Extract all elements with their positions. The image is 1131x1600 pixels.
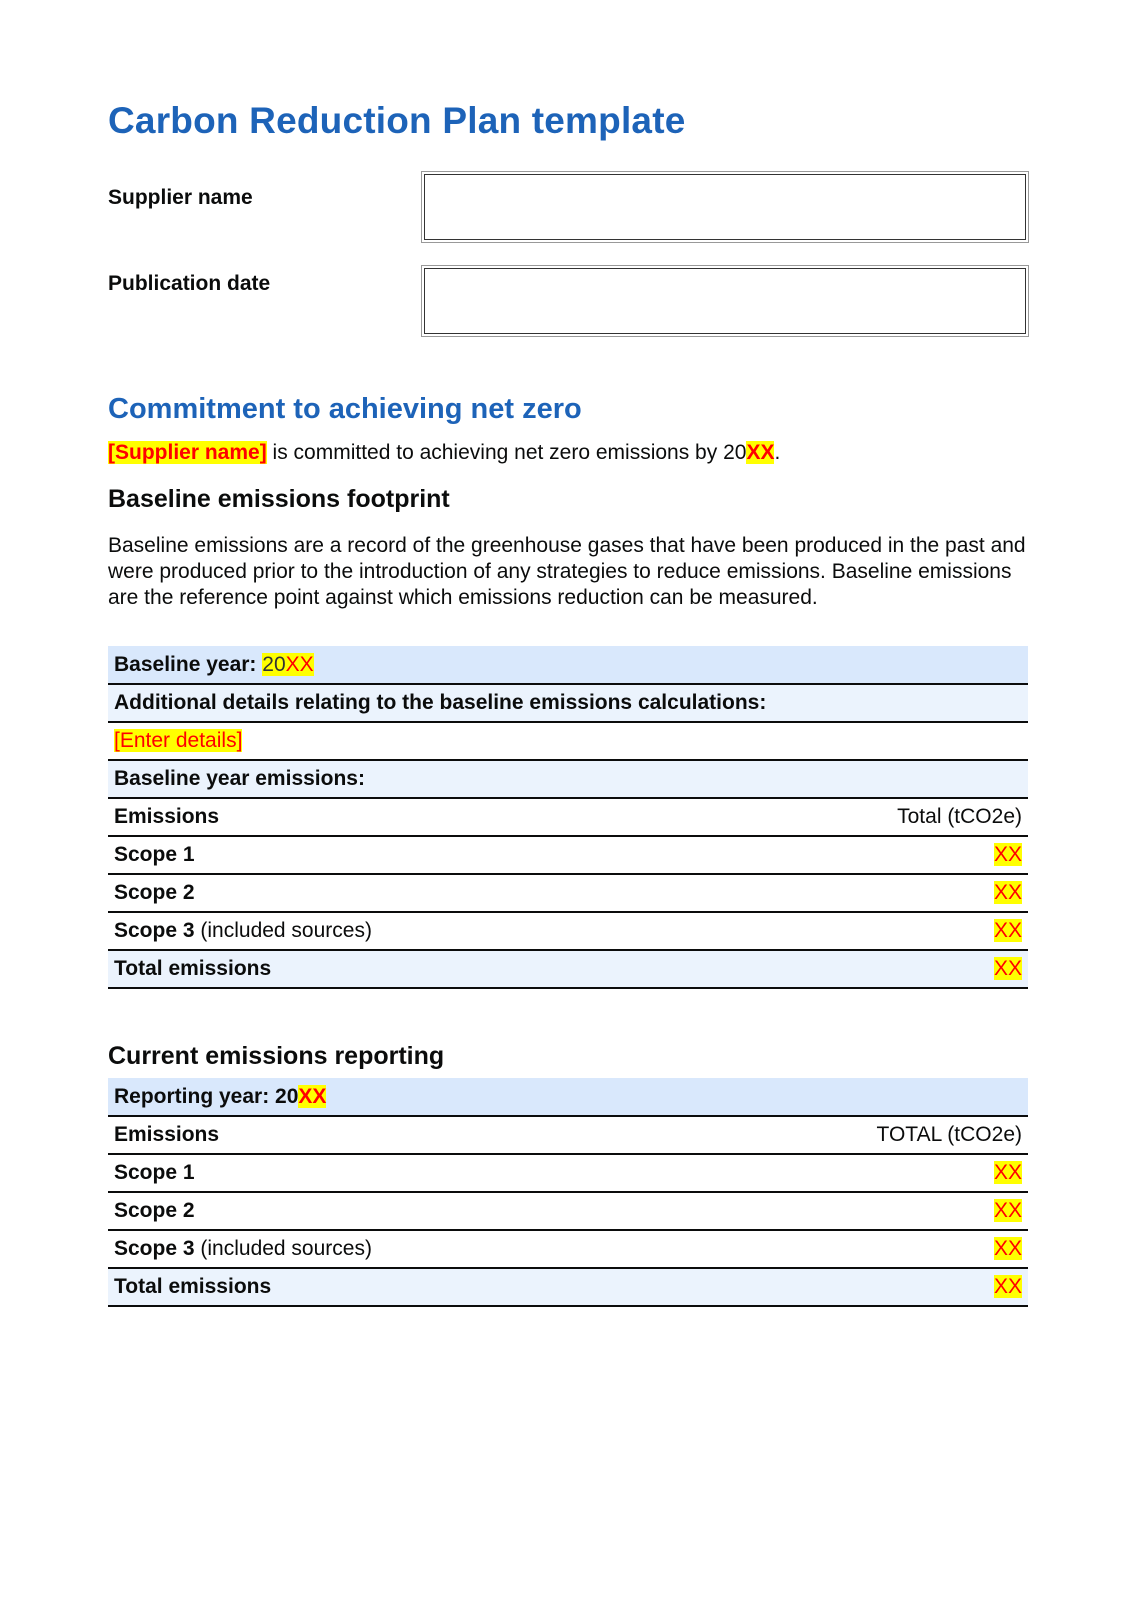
commitment-year-prefix: 20 bbox=[723, 441, 747, 464]
scope-note: (included sources) bbox=[194, 919, 372, 942]
total-row bbox=[108, 1268, 1028, 1306]
baseline-year-prefix: 20 bbox=[262, 652, 286, 676]
table-header-row bbox=[108, 1116, 1028, 1154]
scope-label: Scope 1 bbox=[114, 843, 195, 866]
scope-value[interactable]: XX bbox=[993, 1237, 1022, 1260]
commitment-heading: Commitment to achieving net zero bbox=[108, 393, 582, 425]
column-header-total: Total (tCO2e) bbox=[718, 798, 1028, 836]
table-row bbox=[108, 836, 1028, 874]
baseline-year-row bbox=[108, 646, 1028, 684]
page-title: Carbon Reduction Plan template bbox=[108, 100, 686, 141]
supplier-name-label: Supplier name bbox=[108, 186, 253, 209]
scope-value[interactable]: XX bbox=[993, 1199, 1022, 1222]
scope-value[interactable]: XX bbox=[993, 1161, 1022, 1184]
column-header-emissions: Emissions bbox=[108, 798, 718, 836]
table-row bbox=[108, 1192, 1028, 1230]
supplier-name-placeholder: [Supplier name] bbox=[108, 441, 267, 464]
baseline-heading: Baseline emissions footprint bbox=[108, 485, 450, 513]
table-header-row bbox=[108, 798, 1028, 836]
baseline-details-row bbox=[108, 684, 1028, 722]
scope-value[interactable]: XX bbox=[993, 843, 1022, 866]
table-row bbox=[108, 874, 1028, 912]
scope-note: (included sources) bbox=[194, 1237, 372, 1260]
scope-label: Scope 3 bbox=[114, 1237, 195, 1260]
scope-value[interactable]: XX bbox=[993, 919, 1022, 942]
reporting-year-placeholder: XX bbox=[298, 1084, 327, 1108]
baseline-year-placeholder: XX bbox=[285, 652, 314, 676]
baseline-emissions-label: Baseline year emissions: bbox=[108, 760, 1028, 798]
reporting-year-label: Reporting year: bbox=[114, 1084, 276, 1108]
baseline-year-label: Baseline year: bbox=[114, 652, 257, 676]
total-value[interactable]: XX bbox=[993, 1275, 1022, 1298]
baseline-description: Baseline emissions are a record of the greenhouse gases that have been produced in the past and were produced prior to the introduction of any strategies to reduce emissions. Baseline emissions are the reference point against which emissions reduction can be measured. bbox=[108, 534, 1026, 609]
table-row bbox=[108, 1230, 1028, 1268]
commitment-period: . bbox=[774, 441, 781, 464]
commitment-text: is committed to achieving net zero emissions by bbox=[266, 441, 724, 464]
scope-label: Scope 1 bbox=[114, 1161, 195, 1184]
table-row bbox=[108, 1154, 1028, 1192]
baseline-emissions-label-row bbox=[108, 760, 1028, 798]
publication-date-field[interactable] bbox=[424, 268, 1026, 334]
current-emissions-table bbox=[108, 1078, 1028, 1307]
column-header-emissions: Emissions bbox=[108, 1116, 689, 1154]
baseline-details-entry-row bbox=[108, 722, 1028, 760]
baseline-year-value bbox=[262, 653, 313, 676]
supplier-name-field[interactable] bbox=[424, 174, 1026, 240]
baseline-details-label: Additional details relating to the baseline emissions calculations: bbox=[108, 684, 1028, 722]
scope-label: Scope 2 bbox=[114, 881, 195, 904]
total-value[interactable]: XX bbox=[993, 957, 1022, 980]
publication-date-label: Publication date bbox=[108, 272, 271, 295]
table-row bbox=[108, 912, 1028, 950]
scope-label: Scope 3 bbox=[114, 919, 195, 942]
total-label: Total emissions bbox=[108, 950, 718, 988]
commitment-year-placeholder: XX bbox=[746, 441, 775, 464]
current-heading: Current emissions reporting bbox=[108, 1042, 445, 1070]
reporting-year-prefix: 20 bbox=[275, 1084, 299, 1108]
scope-label: Scope 2 bbox=[114, 1199, 195, 1222]
scope-value[interactable]: XX bbox=[993, 881, 1022, 904]
reporting-year-row bbox=[108, 1078, 1028, 1116]
enter-details-placeholder[interactable]: [Enter details] bbox=[114, 729, 243, 752]
total-row bbox=[108, 950, 1028, 988]
baseline-emissions-table bbox=[108, 646, 1028, 989]
total-label: Total emissions bbox=[108, 1268, 689, 1306]
commitment-statement bbox=[108, 441, 780, 465]
column-header-total: TOTAL (tCO2e) bbox=[689, 1116, 1028, 1154]
